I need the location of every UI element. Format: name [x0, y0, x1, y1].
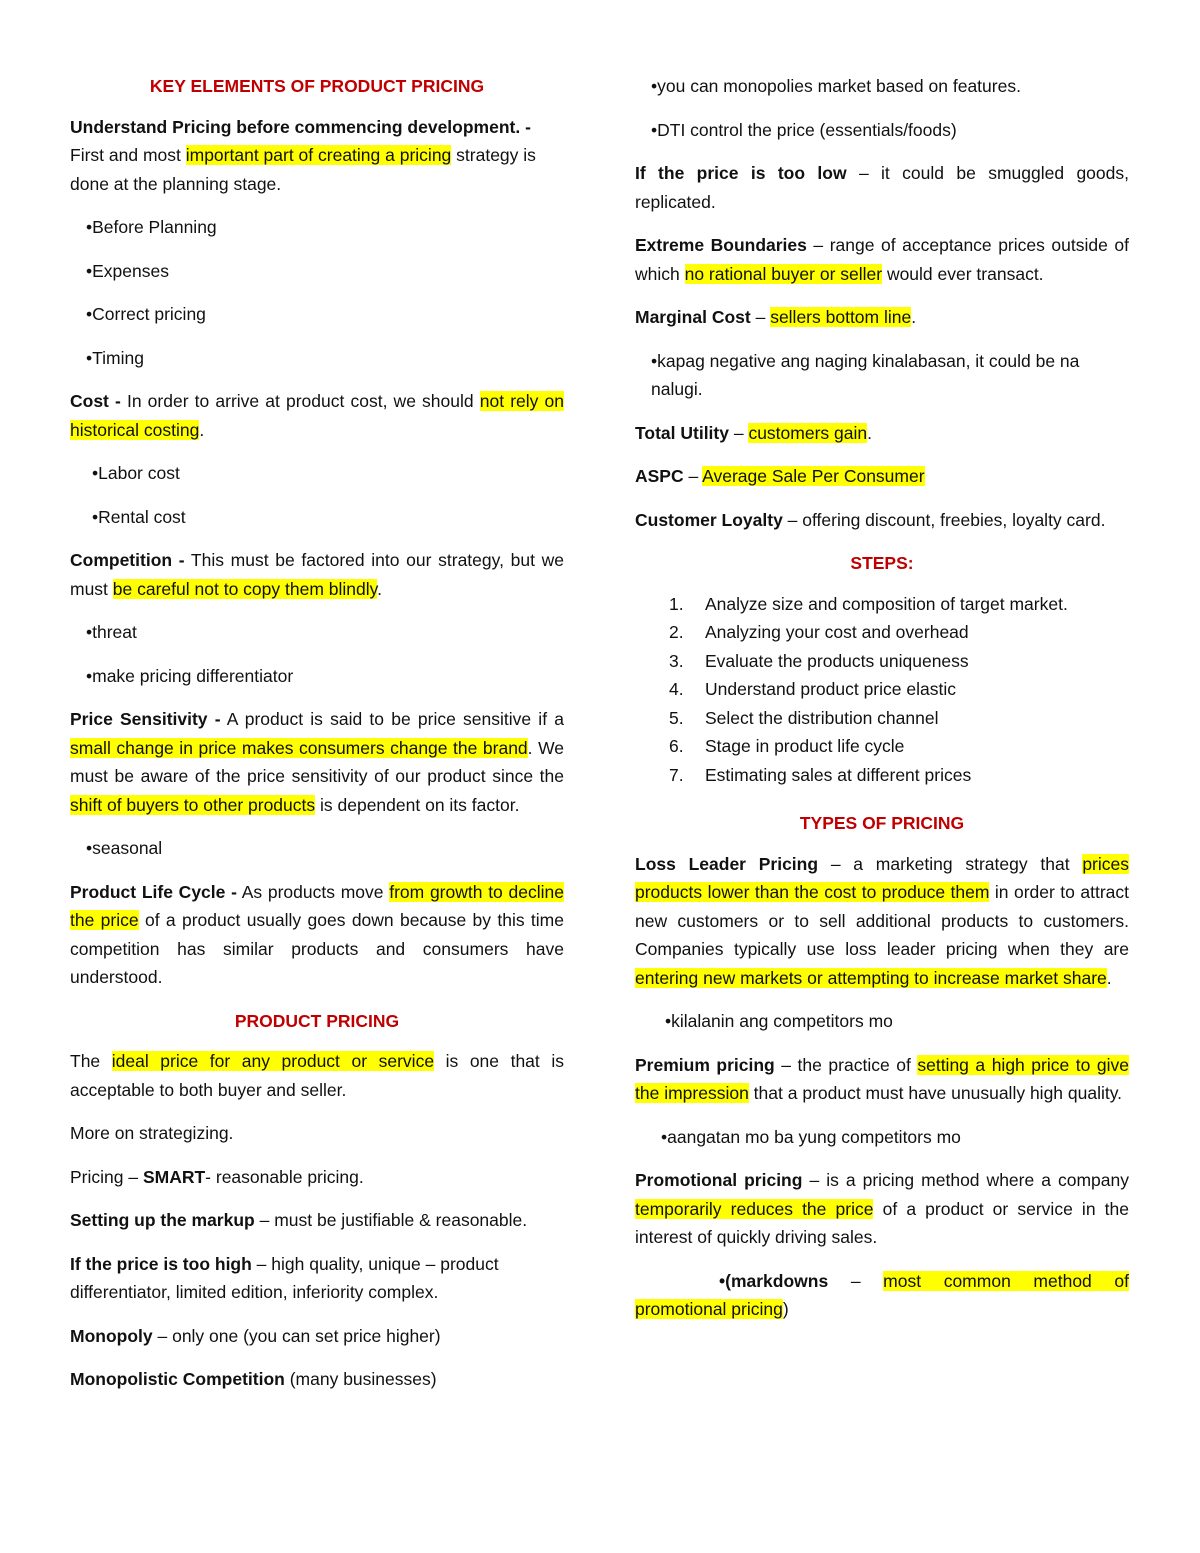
highlight: from growth to decline the price	[70, 881, 564, 930]
bullet-item: •Timing	[86, 347, 144, 368]
term: If the price is too high	[70, 1253, 252, 1274]
text: (many businesses)	[284, 1369, 437, 1389]
bullet-item: •Correct pricing	[86, 304, 206, 324]
text: of a product or service in the interest of quickly driving sales.	[635, 1198, 1130, 1247]
term: Competition -	[70, 550, 185, 570]
paragraph-price-sensitivity	[70, 705, 564, 819]
paragraph-aspc	[635, 462, 1129, 491]
paragraph-strategizing: More on strategizing.	[70, 1123, 234, 1143]
paragraph-monopoly	[70, 1322, 564, 1351]
bullet-item: •you can monopolies market based on features.	[651, 76, 1021, 96]
highlight: sellers bottom line	[770, 307, 912, 327]
bullet-item: •Before Planning	[86, 217, 217, 237]
paragraph-smart	[70, 1163, 564, 1192]
text: .	[1106, 967, 1112, 988]
highlight: small change in price makes consumers change the brand	[70, 737, 528, 758]
text: – it could be smuggled goods, replicated.	[635, 163, 1129, 212]
highlight: most common method of promotional pricing	[635, 1270, 1129, 1319]
text: . We must be aware of the price sensitivity of our product since the	[70, 737, 564, 786]
term: Understand Pricing before commencing development. -	[70, 116, 531, 137]
text: .	[199, 419, 205, 440]
list-item	[669, 704, 1129, 733]
paragraph-understand-pricing	[70, 113, 564, 199]
highlight: important part of creating a pricing	[185, 145, 452, 165]
list-text: Analyzing your cost and overhead	[705, 622, 969, 642]
heading-product-pricing: PRODUCT PRICING	[234, 1010, 400, 1031]
list-text: Stage in product life cycle	[705, 736, 905, 756]
paragraph-marginal-cost	[635, 303, 1129, 332]
highlight: setting a high price to give the impression	[635, 1054, 1129, 1103]
paragraph-customer-loyalty	[635, 506, 1129, 535]
text: Pricing –	[70, 1166, 143, 1187]
term: Monopoly	[70, 1325, 153, 1346]
text: of a product usually goes down because by this time competition has similar products and consumers have understood.	[70, 910, 564, 987]
highlight: not rely on historical costing	[70, 391, 564, 440]
bullet-item: •kapag negative ang naging kinalabasan, it could be na nalugi.	[651, 350, 1080, 399]
term: Product Life Cycle -	[70, 881, 237, 902]
text: – offering discount, freebies, loyalty card.	[782, 509, 1106, 530]
highlight: shift of buyers to other products	[70, 794, 316, 815]
text: –	[728, 422, 749, 443]
heading-steps: STEPS:	[850, 553, 914, 573]
list-number: 1.	[669, 593, 684, 614]
text: - reasonable pricing.	[205, 1166, 364, 1187]
paragraph-total-utility	[635, 419, 1129, 448]
text: strategy is done at the planning stage.	[70, 145, 536, 194]
paragraph-cost	[70, 387, 564, 444]
list-item	[669, 618, 1129, 647]
list-number: 7.	[669, 764, 684, 785]
text: – range of acceptance prices outside of which	[635, 235, 1129, 284]
list-item	[669, 732, 1129, 761]
term: Price Sensitivity -	[70, 709, 221, 729]
paragraph-price-too-low	[635, 159, 1129, 216]
paragraph-product-life-cycle	[70, 878, 564, 992]
bullet-item: •seasonal	[86, 838, 163, 858]
list-item	[669, 761, 1129, 790]
text: – high quality, unique – product differentiator, limited edition, inferiority complex.	[70, 1253, 499, 1302]
term: Setting up the markup	[70, 1210, 255, 1230]
list-text: Analyze size and composition of target market.	[705, 593, 1068, 614]
highlight: be careful not to copy them blindly	[112, 578, 378, 599]
list-number: 4.	[669, 679, 684, 699]
bullet-item: •aangatan mo ba yung competitors mo	[661, 1126, 961, 1147]
right-column	[635, 72, 1129, 1339]
highlight: prices products lower than the cost to produce them	[635, 853, 1129, 902]
list-text: Evaluate the products uniqueness	[705, 650, 969, 671]
paragraph-competition	[70, 546, 564, 603]
list-number: 6.	[669, 736, 684, 756]
text: in order to attract new customers or to sell additional products to customers. Companies typically use loss leader pricing when they are	[635, 882, 1129, 959]
list-text: Estimating sales at different prices	[705, 764, 972, 785]
text: First and most	[70, 145, 186, 165]
bullet-item: •Labor cost	[92, 463, 180, 483]
text: would ever transact.	[882, 263, 1044, 284]
highlight: temporarily reduces the price	[635, 1198, 874, 1219]
text: As products move	[236, 881, 390, 902]
text: –	[828, 1270, 884, 1291]
text: – a marketing strategy that	[818, 853, 1083, 874]
term: Promotional pricing	[635, 1170, 803, 1190]
list-number: 3.	[669, 650, 684, 671]
text: This must be factored into our strategy, but we must	[70, 550, 564, 599]
bullet-item: •threat	[86, 622, 137, 642]
paragraph-markup	[70, 1206, 564, 1235]
text: is one that is acceptable to both buyer and seller.	[70, 1051, 564, 1100]
text: )	[782, 1299, 789, 1319]
highlight: Average Sale Per Consumer	[702, 466, 925, 486]
paragraph-extreme-boundaries	[635, 231, 1129, 288]
bullet-item: •Rental cost	[92, 506, 186, 527]
text: – must be justifiable & reasonable.	[254, 1210, 528, 1230]
left-column	[70, 72, 564, 1409]
paragraph-markdowns	[635, 1267, 1129, 1324]
term: Total Utility	[635, 422, 729, 443]
list-number: 2.	[669, 622, 684, 642]
bullet-item: •DTI control the price (essentials/foods)	[651, 119, 957, 140]
bullet-item: •make pricing differentiator	[86, 665, 294, 686]
paragraph-promotional-pricing	[635, 1166, 1129, 1252]
text: In order to arrive at product cost, we should	[120, 391, 480, 411]
term: Cost -	[70, 391, 121, 411]
text: that a product must have unusually high quality.	[748, 1083, 1123, 1103]
bullet-item: •Expenses	[86, 260, 169, 281]
steps-list	[635, 590, 1129, 790]
list-text: Understand product price elastic	[705, 679, 956, 699]
paragraph-loss-leader	[635, 850, 1129, 993]
text: .	[377, 578, 382, 599]
text: – the practice of	[774, 1054, 918, 1075]
text: A product is said to be price sensitive if a	[220, 709, 564, 729]
paragraph-ideal-price	[70, 1047, 564, 1104]
term: ASPC	[635, 466, 684, 486]
list-item	[669, 647, 1129, 676]
heading-types-of-pricing: TYPES OF PRICING	[799, 813, 965, 833]
text: –	[683, 466, 703, 486]
term: Loss Leader Pricing	[635, 853, 819, 874]
text: .	[867, 422, 872, 443]
term: •(markdowns	[719, 1270, 829, 1291]
highlight: ideal price for any product or service	[111, 1051, 435, 1071]
term: Customer Loyalty	[635, 509, 783, 530]
list-text: Select the distribution channel	[705, 707, 939, 728]
term: SMART	[142, 1166, 206, 1187]
list-number: 5.	[669, 707, 684, 728]
term: Extreme Boundaries	[635, 235, 807, 255]
text: is dependent on its factor.	[315, 794, 520, 815]
heading-key-elements: KEY ELEMENTS OF PRODUCT PRICING	[149, 76, 485, 96]
text: .	[911, 307, 917, 327]
term: Monopolistic Competition	[70, 1369, 285, 1389]
term: If the price is too low	[635, 163, 847, 183]
highlight: customers gain	[748, 422, 868, 443]
paragraph-premium-pricing	[635, 1051, 1129, 1108]
highlight: entering new markets or attempting to increase market share	[635, 967, 1107, 988]
text: – only one (you can set price higher)	[152, 1325, 441, 1346]
bullet-item: •kilalanin ang competitors mo	[665, 1011, 893, 1031]
list-item	[669, 675, 1129, 704]
term: Marginal Cost	[635, 307, 751, 327]
text: The	[70, 1051, 112, 1071]
list-item	[669, 590, 1129, 619]
paragraph-price-too-high	[70, 1250, 564, 1307]
text: – is a pricing method where a company	[802, 1170, 1129, 1190]
text: –	[750, 307, 771, 327]
paragraph-monopolistic-competition	[70, 1365, 564, 1394]
term: Premium pricing	[635, 1054, 775, 1075]
highlight: no rational buyer or seller	[684, 263, 883, 284]
